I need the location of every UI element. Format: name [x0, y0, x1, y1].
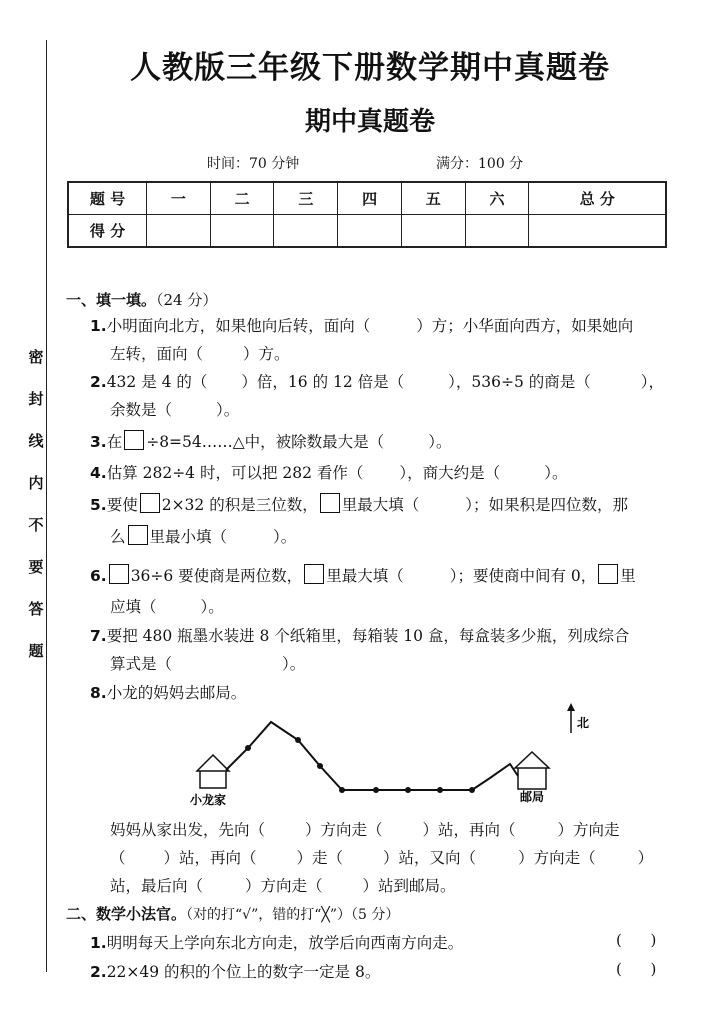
page-subtitle: 期中真题卷	[304, 107, 435, 137]
home-label: 小龙家	[190, 793, 227, 807]
home-house-icon	[197, 755, 229, 788]
score-input-cell[interactable]	[465, 215, 529, 248]
score-table-cell: 得 分	[68, 215, 147, 248]
score-input-cell[interactable]	[338, 215, 402, 248]
score-input-cell[interactable]	[401, 215, 465, 248]
stop-dot	[317, 763, 323, 769]
score-table-cell: 二	[210, 182, 274, 215]
question-2-cont: 余数是（ ）。	[110, 401, 240, 419]
full-score: 满分：100 分	[436, 156, 524, 172]
answer-box[interactable]	[598, 564, 618, 584]
true-false-2-answer[interactable]: ( )	[616, 960, 657, 978]
question-5-cont: 么 里最小填（ ）。	[110, 525, 296, 547]
seal-line-note	[28, 350, 44, 686]
answer-box[interactable]	[140, 493, 160, 513]
question-1: 1.小明面向北方，如果他向后转，面向（ ）方；小华面向西方，如果她向	[90, 317, 634, 335]
stop-dot	[405, 787, 411, 793]
question-6: 6. 36÷6 要使商是两位数， 里最大填（ ）；要使商中间有 0， 里	[90, 564, 636, 586]
bus-stops	[245, 737, 475, 793]
score-table-cell: 四	[338, 182, 402, 215]
stop-dot	[469, 787, 475, 793]
score-table-cell: 五	[401, 182, 465, 215]
score-table-cell: 总 分	[529, 182, 666, 215]
stop-dot	[245, 745, 251, 751]
score-input-cell[interactable]	[147, 215, 211, 248]
section-1-heading: 一、填一填。（24 分）	[66, 291, 218, 309]
seal-note-char: 题	[28, 642, 44, 660]
seal-note-char: 线	[28, 432, 44, 450]
exam-time: 时间：70 分钟	[207, 156, 300, 172]
question-8-line-1: 妈妈从家出发，先向（ ）方向走（ ）站，再向（ ）方向走	[110, 821, 620, 839]
score-table-header-row	[68, 182, 666, 215]
question-7-cont: 算式是（ ）。	[110, 655, 306, 673]
section-2-heading: 二、数学小法官。（对的打“√”，错的打“╳”）（5 分）	[66, 905, 400, 923]
seal-note-char: 内	[28, 474, 44, 492]
seal-note-char: 答	[28, 600, 44, 618]
binding-margin-line	[46, 40, 47, 972]
seal-note-char: 要	[28, 558, 44, 576]
question-8-line-2: （ ）站，再向（ ）走（ ）站，又向（ ）方向走（ ）	[110, 849, 654, 867]
north-label: 北	[577, 716, 590, 730]
question-3: 3.在 ÷8=54……△中，被除数最大是（ ）。	[90, 430, 451, 452]
seal-note-char: 密	[28, 348, 44, 366]
stop-dot	[373, 787, 379, 793]
score-table	[67, 181, 667, 248]
answer-box[interactable]	[128, 525, 148, 545]
score-table-cell: 三	[274, 182, 338, 215]
score-table-score-row	[68, 215, 666, 248]
stop-dot	[437, 787, 443, 793]
answer-box[interactable]	[304, 564, 324, 584]
question-1-cont: 左转，面向（ ）方。	[110, 345, 290, 363]
score-table-cell: 题 号	[68, 182, 147, 215]
true-false-1: 1.明明每天上学向东北方向走，放学后向西南方向走。	[90, 934, 464, 952]
answer-box[interactable]	[320, 493, 340, 513]
score-table-cell: 一	[147, 182, 211, 215]
question-4: 4.估算 282÷4 时，可以把 282 看作（ ），商大约是（ ）。	[90, 464, 568, 482]
score-table-cell: 六	[465, 182, 529, 215]
score-input-cell[interactable]	[529, 215, 666, 248]
page-title: 人教版三年级下册数学期中真题卷	[130, 50, 610, 86]
answer-box[interactable]	[109, 564, 129, 584]
north-arrow-icon	[567, 703, 589, 733]
post-office-label: 邮局	[520, 790, 545, 804]
question-8-line-3: 站，最后向（ ）方向走（ ）站到邮局。	[110, 877, 456, 895]
seal-note-char: 不	[28, 516, 44, 534]
answer-box[interactable]	[124, 430, 144, 450]
question-5: 5.要使 2×32 的积是三位数， 里最大填（ ）；如果积是四位数，那	[90, 493, 628, 515]
seal-note-char: 封	[28, 390, 44, 408]
route-map	[180, 700, 600, 810]
stop-dot	[339, 787, 345, 793]
route-path	[226, 722, 518, 790]
score-input-cell[interactable]	[274, 215, 338, 248]
post-office-icon	[515, 752, 549, 789]
score-input-cell[interactable]	[210, 215, 274, 248]
question-6-cont: 应填（ ）。	[110, 598, 224, 616]
true-false-2: 2.22×49 的积的个位上的数字一定是 8。	[90, 963, 381, 981]
stop-dot	[295, 737, 301, 743]
question-8: 8.小龙的妈妈去邮局。	[90, 684, 247, 702]
question-7: 7.要把 480 瓶墨水装进 8 个纸箱里，每箱装 10 盒，每盒装多少瓶，列成综合	[90, 627, 630, 645]
true-false-1-answer[interactable]: ( )	[616, 931, 657, 949]
question-2: 2.432 是 4 的（ ）倍，16 的 12 倍是（ ），536÷5 的商是（ ），	[90, 373, 665, 391]
